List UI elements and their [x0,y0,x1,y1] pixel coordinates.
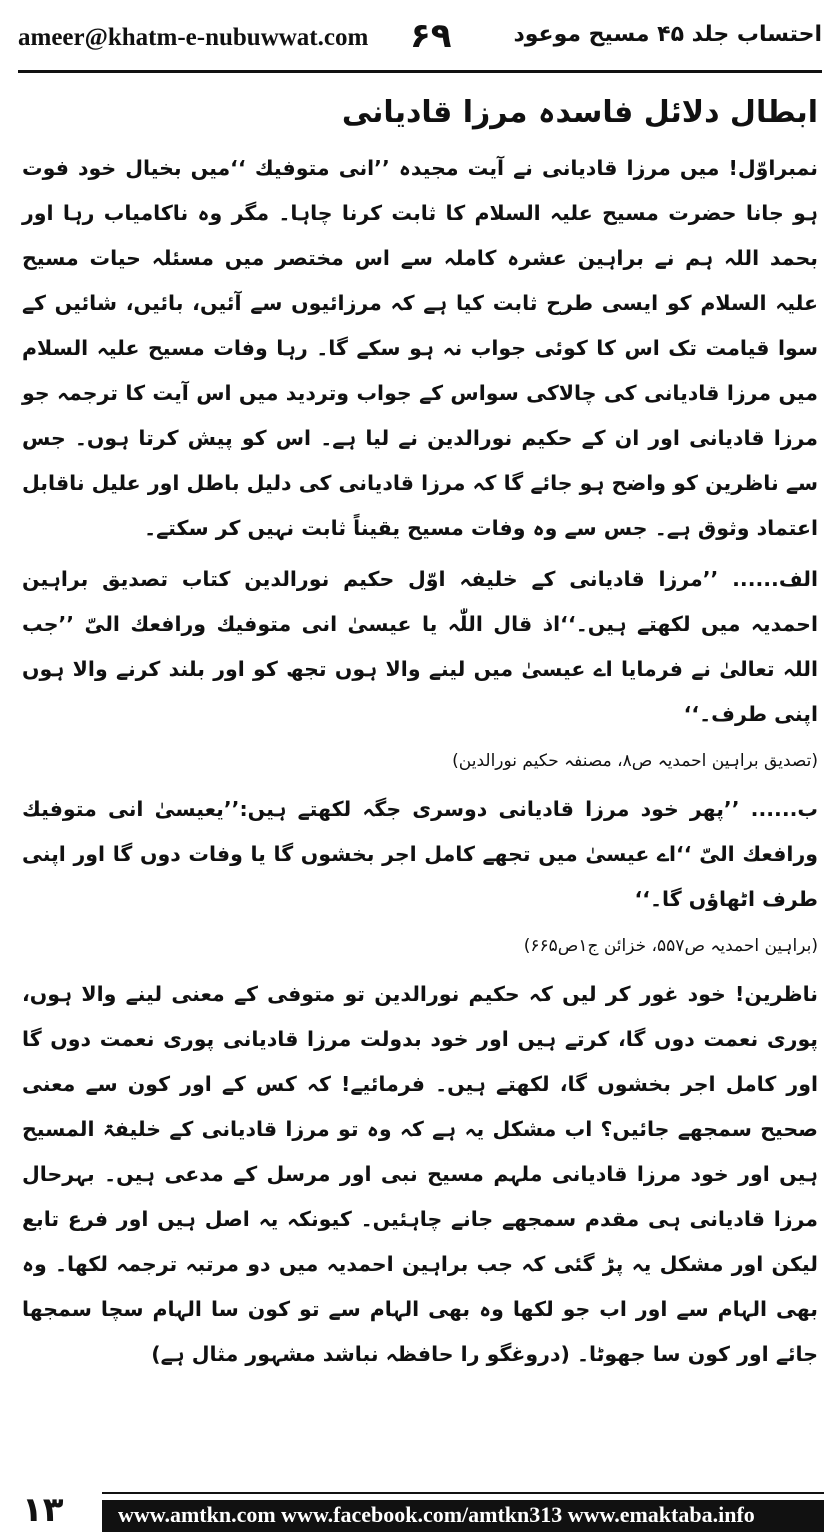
main-content [22,84,818,1377]
header-book-title: احتساب جلد ۴۵ مسیح موعود [513,22,822,47]
section-title: ابطال دلائل فاسدہ مرزا قادیانی [341,95,818,130]
page-footer [0,1488,840,1536]
page-header [18,14,822,66]
paragraph-conclusion: ناظرین! خود غور کر لیں کہ حکیم نورالدین تو متوفی کے معنی لینے والا ہوں، پوری نعمت دوں گا، کرتے ہیں اور خود بدولت مرزا قادیانی پوری نعمت دوں گا اور کامل اجر بخشوں گا، لکھتے ہیں۔ فرمائیے! کہ کس کے اور کون سے معنی صحیح سمجھے جائیں؟ اب مشکل یہ ہے کہ وہ تو مرزا قادیانی کے خلیفۃ المسیح ہیں اور خود مرزا قادیانی ملہم مسیح نبی اور مرسل کے مدعی ہیں۔ بہرحال مرزا قادیانی ہی مقدم سمجھے جانے چاہئیں۔ کیونکہ یہ اصل ہیں اور فرع تابع لیکن اور مشکل یہ پڑ گئی کہ جب براہین احمدیہ میں دو مرتبہ ترجمہ لکھا۔ وہ بھی الہام سے اور اب جو لکھا وہ بھی الہام سے تو کون سا الہام سچا سمجھا جائے اور کون سا جھوٹا۔ (دروغگو را حافظہ نباشد مشہور مثال ہے) [22,982,818,1366]
citation-bay: (براہین احمدیہ ص۵۵۷، خزائن ج۱ص۶۶۵) [523,936,818,956]
footer-rule [102,1492,824,1494]
paragraph-alif: الف...... ’’مرزا قادیانی کے خلیفہ اوّل حکیم نورالدین کتاب تصدیق براہین احمدیہ میں لکھتے ہیں۔‘‘اذ قال اللّٰہ یا عیسیٰ انی متوفیك ورافعك الیّ ’’جب اللہ تعالیٰ نے فرمایا اے عیسیٰ میں لینے والا ہوں تجھ کو اور بلند کرنے والا ہوں اپنی طرف۔‘‘ [22,567,818,726]
header-email[interactable]: ameer@khatm-e-nubuwwat.com [18,24,369,51]
header-page-number: ۶۹ [410,16,452,56]
paragraph-intro: نمبراوّل! میں مرزا قادیانی نے آیت مجیدہ ’’انی متوفیك ‘‘میں بخیال خود فوت ہو جانا حضرت مسیح علیہ السلام کا ثابت کرنا چاہا۔ مگر وہ ناکامیاب رہا اور بحمد اللہ ہم نے براہین عشرہ کاملہ سے اس مختصر میں مسئلہ حیات مسیح علیہ السلام کو ایسی طرح ثابت کیا ہے کہ مرزائیوں سے آئیں، بائیں، شائیں کے سوا قیامت تک اس کا کوئی جواب نہ ہو سکے گا۔ رہا وفات مسیح علیہ السلام میں مرزا قادیانی کی چالاکی سواس کے جواب وتردید میں اس آیت کا ترجمہ جو مرزا قادیانی اور ان کے حکیم نورالدین نے لیا ہے۔ اس کو پیش کرتا ہوں۔ جس سے ناظرین کو واضح ہو جائے گا کہ مرزا قادیانی کی دلیل باطل اور علیل ناقابل اعتماد وثوق ہے۔ جس سے وہ وفات مسیح یقیناً ثابت نہیں کر سکتے۔ [22,156,818,540]
header-divider [18,70,822,73]
paragraph-bay: ب...... ’’پھر خود مرزا قادیانی دوسری جگہ لکھتے ہیں:’’یعیسیٰ انی متوفیك ورافعك الیّ ‘‘اے عیسیٰ میں تجھے کامل اجر بخشوں گا یا وفات دوں گا اور اپنی طرف اٹھاؤں گا۔‘‘ [22,797,818,911]
footer-websites[interactable]: www.amtkn.com www.facebook.com/amtkn313 www.emaktaba.info [118,1502,755,1527]
citation-alif: (تصدیق براہین احمدیہ ص۸، مصنفہ حکیم نورالدین) [452,751,818,771]
footer-page-number: ۱۳ [22,1490,64,1530]
